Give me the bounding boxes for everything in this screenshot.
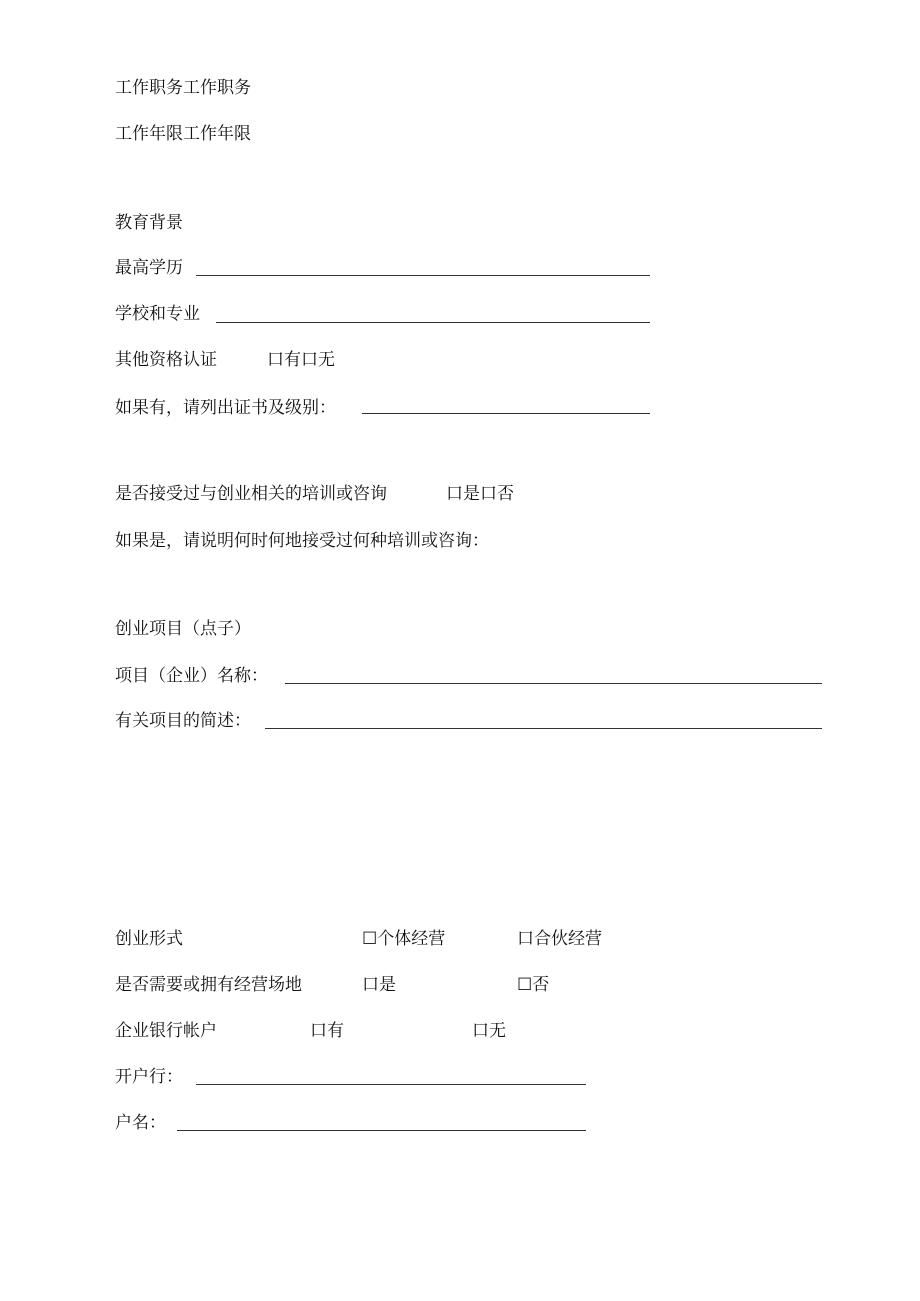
certification-options[interactable]: 口有口无 [267,350,335,370]
business-site-option-yes[interactable]: 口是 [362,975,396,995]
work-years-line: 工作年限工作年限 [115,124,251,144]
bank-open-field[interactable] [196,1084,586,1085]
business-form-option-partnership[interactable]: 口合伙经营 [517,929,602,949]
school-major-label: 学校和专业 [115,304,200,324]
business-site-option-no[interactable]: ☐否 [517,975,550,995]
account-name-label: 户名： [115,1113,166,1133]
school-major-field[interactable] [216,322,650,323]
business-form-option-individual[interactable]: ☐个体经营 [362,929,446,949]
business-form-label: 创业形式 [115,929,183,949]
bank-account-option-no[interactable]: 口无 [472,1021,506,1041]
training-options[interactable]: 口是口否 [446,484,514,504]
project-heading: 创业项目（点子） [115,619,251,639]
certification-detail-label: 如果有，请列出证书及级别： [115,398,336,418]
bank-account-option-yes[interactable]: 口有 [310,1021,344,1041]
project-description-field[interactable] [265,728,822,729]
degree-field[interactable] [196,275,650,276]
certification-label: 其他资格认证 [115,350,217,370]
education-heading: 教育背景 [115,213,183,233]
account-name-field[interactable] [177,1130,586,1131]
bank-open-label: 开户行： [115,1067,183,1087]
bank-account-label: 企业银行帐户 [115,1021,217,1041]
degree-label: 最高学历 [115,258,183,278]
training-question: 是否接受过与创业相关的培训或咨询 [115,484,387,504]
project-description-label: 有关项目的简述： [115,711,251,731]
business-site-label: 是否需要或拥有经营场地 [115,975,302,995]
project-name-field[interactable] [285,683,822,684]
certification-detail-field[interactable] [362,413,650,414]
training-detail-label: 如果是，请说明何时何地接受过何种培训或咨询： [115,531,489,551]
project-name-label: 项目（企业）名称： [115,666,268,686]
work-position-line: 工作职务工作职务 [115,78,251,98]
